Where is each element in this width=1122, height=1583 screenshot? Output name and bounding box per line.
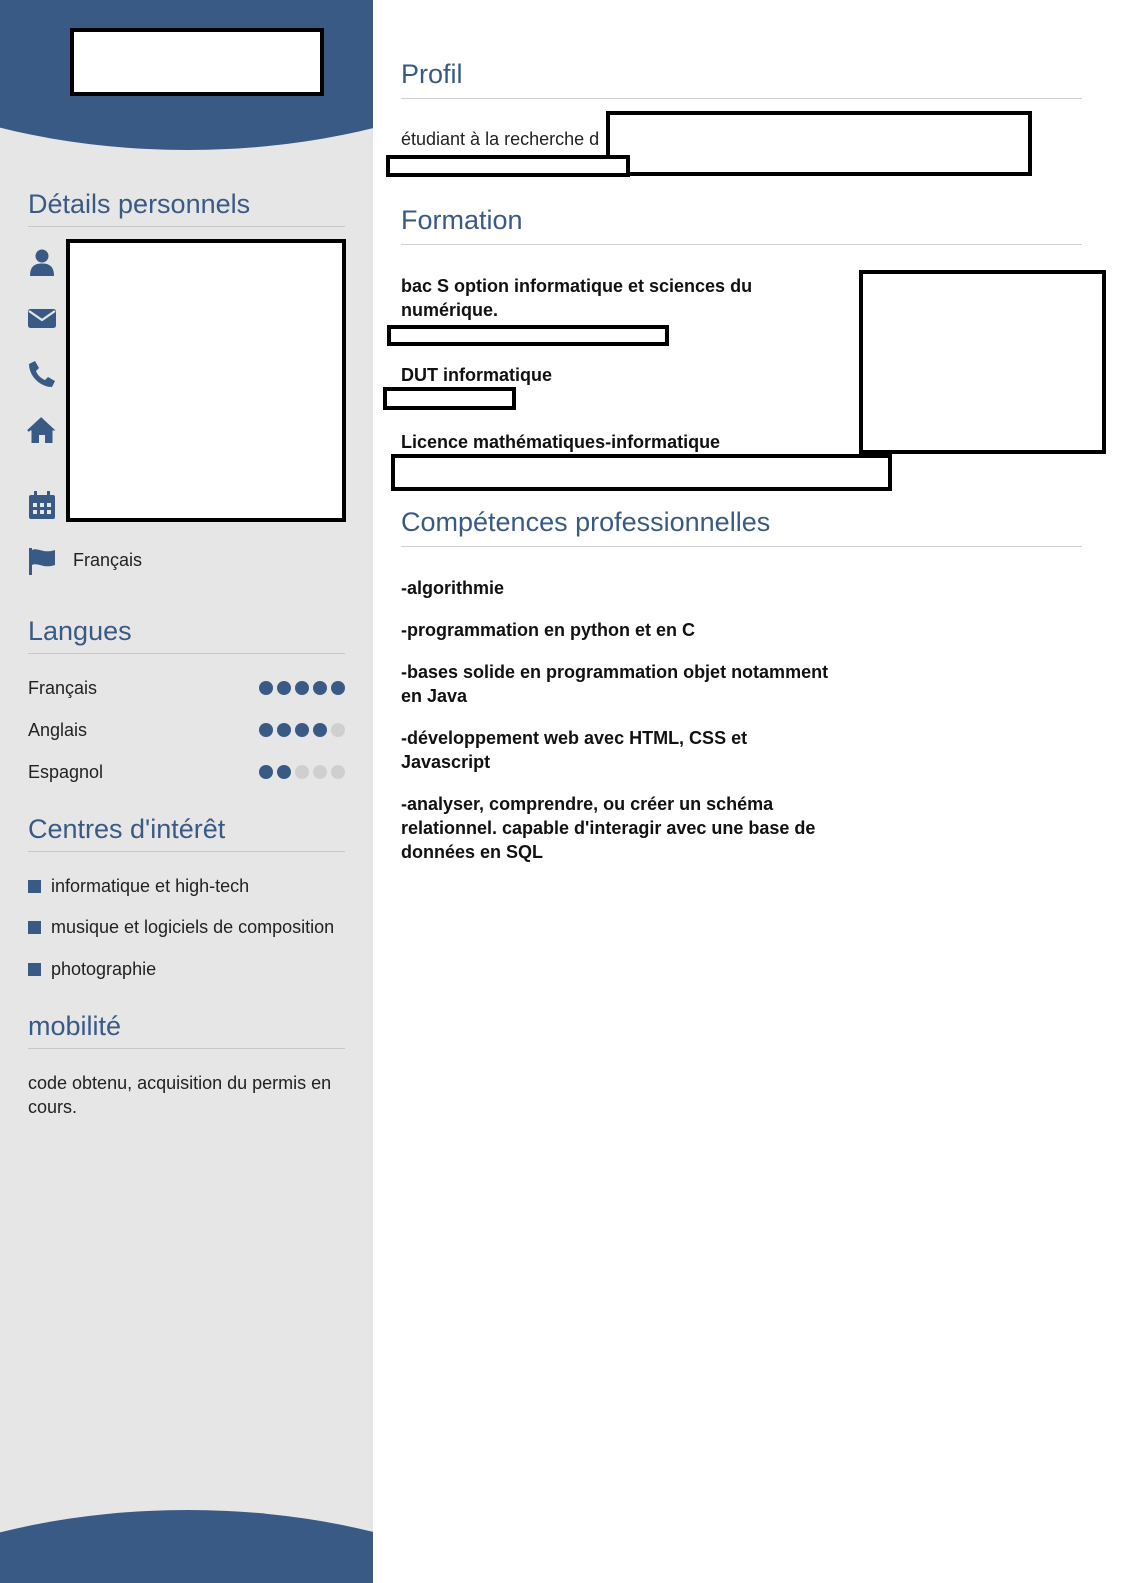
level-dot-filled <box>259 681 273 695</box>
nationality-text: Français <box>73 550 143 570</box>
level-dot-empty <box>313 765 327 779</box>
education-item: bac S option informatique et sciences du numérique. <box>401 276 753 320</box>
level-dot-filled <box>313 723 327 737</box>
calendar-icon <box>27 490 57 520</box>
phone-icon <box>27 359 57 389</box>
footer-decoration <box>0 1510 373 1583</box>
redacted-photo <box>859 270 1106 454</box>
language-row <box>28 719 345 741</box>
interest-item <box>28 875 249 897</box>
interest-label: musique et logiciels de composition <box>51 917 335 937</box>
redacted-personal-details <box>66 239 346 522</box>
skill-item: -bases solide en programmation objet notamment en Java <box>401 662 829 706</box>
interest-label: informatique et high-tech <box>51 876 250 896</box>
mobility-title: mobilité <box>28 1010 345 1049</box>
language-row <box>28 761 345 783</box>
level-dot-empty <box>331 723 345 737</box>
language-name: Anglais <box>28 720 88 740</box>
profile-title: Profil <box>401 58 1082 99</box>
education-title: Formation <box>401 204 1082 245</box>
level-dot-filled <box>277 723 291 737</box>
redacted-education-details <box>391 454 892 491</box>
level-dot-filled <box>277 681 291 695</box>
education-item: DUT informatique <box>401 365 552 385</box>
language-level <box>259 723 345 737</box>
level-dot-filled <box>331 681 345 695</box>
level-dot-filled <box>259 723 273 737</box>
language-name: Espagnol <box>28 762 104 782</box>
square-bullet-icon <box>28 963 41 976</box>
square-bullet-icon <box>28 880 41 893</box>
interests-title: Centres d'intérêt <box>28 813 345 852</box>
language-name: Français <box>28 678 98 698</box>
square-bullet-icon <box>28 921 41 934</box>
mobility-text: code obtenu, acquisition du permis en cours. <box>28 1073 332 1117</box>
level-dot-filled <box>277 765 291 779</box>
level-dot-filled <box>313 681 327 695</box>
languages-title: Langues <box>28 615 345 654</box>
skill-item: -programmation en python et en C <box>401 620 696 640</box>
level-dot-empty <box>331 765 345 779</box>
language-row <box>28 677 345 699</box>
redacted-education-details <box>383 387 516 410</box>
interest-item <box>28 958 156 980</box>
level-dot-filled <box>259 765 273 779</box>
user-icon <box>27 247 57 277</box>
redacted-education-details <box>387 325 669 346</box>
language-level <box>259 765 345 779</box>
skill-item: -développement web avec HTML, CSS et Javascript <box>401 728 748 772</box>
sidebar <box>0 0 373 1583</box>
home-icon <box>27 415 57 445</box>
level-dot-filled <box>295 681 309 695</box>
level-dot-empty <box>295 765 309 779</box>
education-item: Licence mathématiques-informatique <box>401 432 721 452</box>
interest-label: photographie <box>51 959 157 979</box>
redacted-name <box>70 28 324 96</box>
redacted-profile-text-line2 <box>386 155 630 177</box>
redacted-profile-text <box>606 111 1032 176</box>
language-level <box>259 681 345 695</box>
skill-item: -analyser, comprendre, ou créer un schéma relationnel. capable d'interagir avec une base de données en SQL <box>401 794 816 862</box>
envelope-icon <box>27 303 57 333</box>
level-dot-filled <box>295 723 309 737</box>
skill-item: -algorithmie <box>401 578 505 598</box>
interest-item <box>28 916 334 938</box>
personal-details-title: Détails personnels <box>28 188 345 227</box>
skills-title: Compétences professionnelles <box>401 506 1082 547</box>
profile-text: étudiant à la recherche d <box>401 129 600 149</box>
flag-icon <box>27 546 57 576</box>
